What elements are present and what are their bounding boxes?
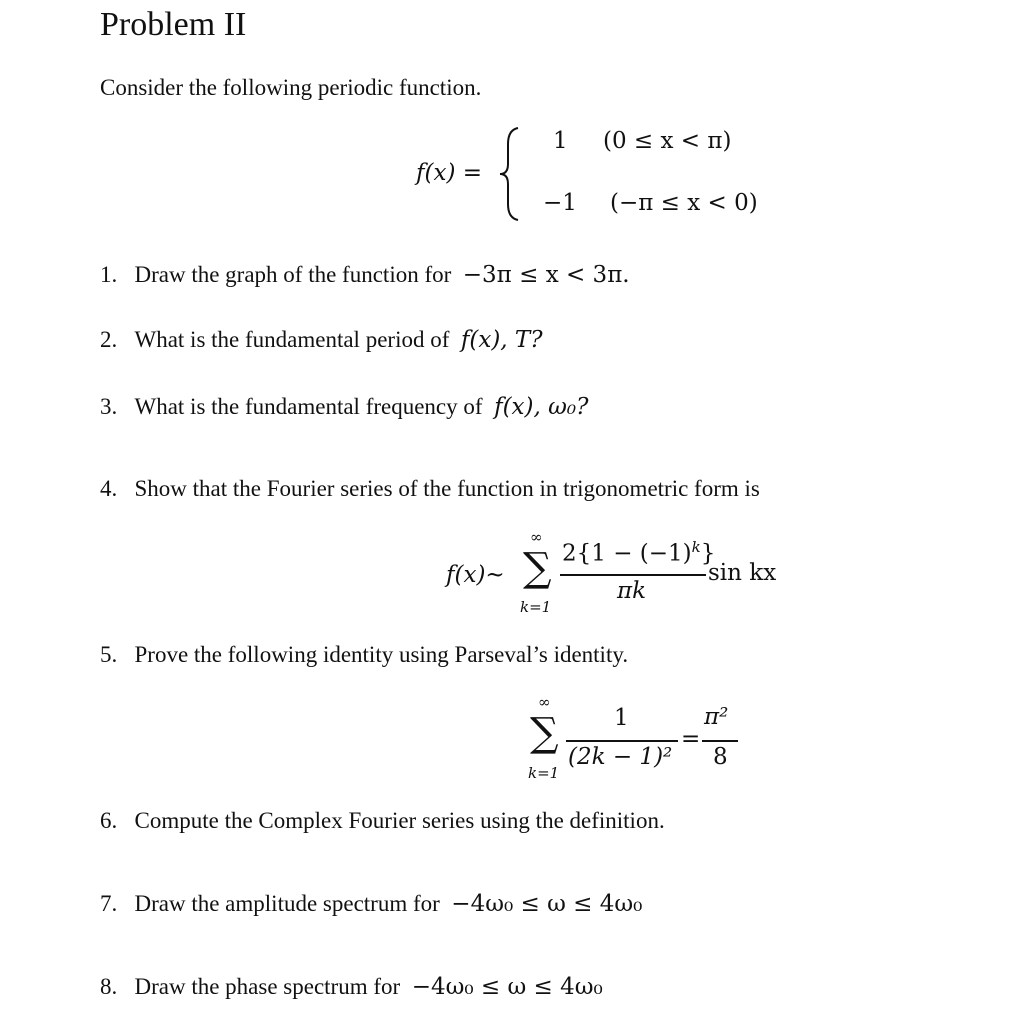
question-8 [100, 974, 603, 1000]
question-math: −3π ≤ x < 3π. [462, 262, 630, 288]
question-number: 2. [100, 327, 118, 352]
question-1 [100, 262, 630, 288]
question-text: Compute the Complex Fourier series using the definition. [134, 808, 665, 833]
fraction-bar [560, 574, 706, 576]
rhs-denominator: 8 [713, 744, 728, 770]
fraction-denominator: (2k − 1)² [568, 744, 673, 770]
question-5 [100, 642, 628, 668]
question-2 [100, 327, 543, 353]
question-6 [100, 808, 665, 834]
question-7 [100, 891, 642, 917]
case1-value: 1 [553, 128, 568, 154]
question-text: Draw the graph of the function for [134, 262, 452, 287]
summation-icon: ∑ [523, 545, 552, 591]
fraction-bar [566, 740, 678, 742]
case1-condition: (0 ≤ x < π) [603, 128, 732, 154]
question-text: Show that the Fourier series of the function in trigonometric form is [134, 476, 760, 501]
numerator-exponent: k [691, 538, 701, 556]
question-number: 3. [100, 394, 118, 419]
sum-upper-limit: ∞ [538, 693, 551, 711]
numerator-text: 2{1 − (−1) [562, 540, 692, 567]
question-3 [100, 394, 588, 420]
fraction-numerator: 1 [614, 705, 629, 731]
question-text: What is the fundamental period of [134, 327, 450, 352]
question-text: Prove the following identity using Parseval’s identity. [134, 642, 629, 667]
equals-sign: = [681, 726, 701, 752]
sum-lower-limit: k=1 [528, 764, 560, 782]
rhs-numerator: π² [704, 704, 729, 730]
question-text: Draw the phase spectrum for [134, 974, 401, 999]
question-math: f(x), ω₀? [494, 394, 589, 420]
left-brace-icon [496, 124, 524, 224]
question-number: 6. [100, 808, 118, 833]
question-number: 5. [100, 642, 118, 667]
case2-value: −1 [543, 190, 577, 216]
fourier-lhs: f(x)~ [446, 562, 505, 588]
question-text: Draw the amplitude spectrum for [134, 891, 440, 916]
sum-upper-limit: ∞ [530, 528, 543, 546]
numerator-close: } [700, 540, 716, 567]
summation-icon: ∑ [530, 710, 559, 756]
rhs-fraction-bar [702, 740, 738, 742]
question-number: 1. [100, 262, 118, 287]
question-number: 8. [100, 974, 118, 999]
question-math: f(x), T? [460, 327, 543, 353]
question-4 [100, 476, 760, 502]
page-title: Problem II [100, 6, 247, 43]
fraction-denominator: πk [617, 578, 647, 604]
question-number: 4. [100, 476, 118, 501]
fourier-trailing: sin kx [708, 560, 777, 586]
question-math: −4ω₀ ≤ ω ≤ 4ω₀ [451, 891, 643, 917]
intro-text: Consider the following periodic function. [100, 75, 482, 100]
case2-condition: (−π ≤ x < 0) [610, 190, 758, 216]
sum-lower-limit: k=1 [520, 598, 552, 616]
question-number: 7. [100, 891, 118, 916]
question-math: −4ω₀ ≤ ω ≤ 4ω₀ [411, 974, 603, 1000]
fraction-numerator [562, 538, 715, 567]
question-text: What is the fundamental frequency of [134, 394, 483, 419]
piecewise-lhs: f(x) = [416, 160, 483, 186]
